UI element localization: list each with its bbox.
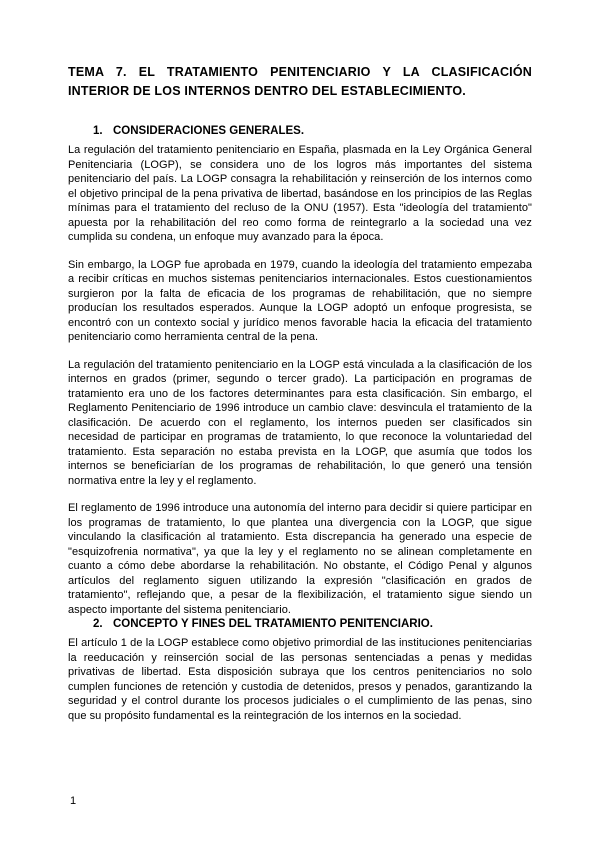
document-title: TEMA 7. EL TRATAMIENTO PENITENCIARIO Y LA CLASIFICACIÓN INTERIOR DE LOS INTERNOS DENTRO DEL ESTABLECIMIENTO. <box>68 65 532 98</box>
section-1-title: CONSIDERACIONES GENERALES. <box>113 125 305 137</box>
section-2-heading <box>68 617 532 632</box>
paragraph-articulo-1-logp: El artículo 1 de la LOGP establece como objetivo primordial de las instituciones penitenciarias la reeducación y reinserción social de las personas sentenciadas a penas y medidas privativas de libertad. Esta disposición subraya que los centros penitenciarios no solo cumplen funciones de retención y custodia de detenidos, presos y penados, garantizando la seguridad y el control durante los procesos judiciales o el cumplimiento de las penas, sino que su propósito fundamental es la reintegración de los internos en la sociedad. <box>68 637 532 722</box>
section-concepto-y-fines <box>68 617 532 723</box>
paragraph-logp-regulacion: La regulación del tratamiento penitenciario en España, plasmada en la Ley Orgánica General Penitenciaria (LOGP), se considera uno de los logros más importantes del sistema penitenciario del país. La LOGP consagra la rehabilitación y reinserción de los internos como el objetivo principal de la pena privativa de libertad, basándose en los principios de las Reglas mínimas para el tratamiento del recluso de la ONU (1957). Esta "ideología del tratamiento" apuesta por la rehabilitación del reo como forma de reintegrarlo a la sociedad una vez cumplida su condena, un enfoque muy avanzado para la época. <box>68 144 532 243</box>
section-1-heading <box>68 124 532 139</box>
document-content <box>68 63 532 723</box>
paragraph-clasificacion-grados: La regulación del tratamiento penitenciario en la LOGP está vinculada a la clasificación de los internos en grados (primer, segundo o tercer grado). La participación en programas de tratamiento era uno de los factores determinantes para esta clasificación. Sin embargo, el Reglamento Penitenciario de 1996 introduce un cambio clave: desvincula el tratamiento de la clasificación. De acuerdo con el reglamento, los internos pueden ser clasificados sin necesidad de participar en programas de tratamiento, lo que reconoce la voluntariedad del tratamiento. Esta separación no estaba prevista en la LOGP, que asumía que todos los internos se beneficiarían de los programas de rehabilitación, lo que generó una tensión normativa entre la ley y el reglamento. <box>68 358 532 487</box>
section-2-number: 2. <box>93 618 103 630</box>
paragraph-reglamento-1996-autonomia: El reglamento de 1996 introduce una autonomía del interno para decidir si quiere participar en los programas de tratamiento, lo que plantea una divergencia con la LOGP, que sigue vinculando la clasificación al tratamiento. Esta discrepancia ha generado una especie de "esquizofrenia normativa", ya que la ley y el reglamento no se alinean completamente en cuanto a cómo debe abordarse la rehabilitación. No obstante, el Código Penal y algunos artículos del reglamento siguen utilizando la expresión "clasificación en grados de tratamiento", reflejando que, a pesar de la flexibilización, el tratamiento sigue siendo un aspecto importante del sistema penitenciario. <box>68 502 532 616</box>
section-consideraciones-generales <box>68 124 532 617</box>
page-number: 1 <box>70 795 77 807</box>
paragraph-logp-1979-criticas: Sin embargo, la LOGP fue aprobada en 1979, cuando la ideología del tratamiento empezaba a recibir críticas en muchos sistemas penitenciarios internacionales. Estos cuestionamientos surgieron por la falta de eficacia de los programas de rehabilitación, que no siempre producían los resultados esperados. Aunque la LOGP adoptó un enfoque progresista, se encontró con un contexto social y jurídico menos favorable hacia la eficacia del tratamiento penitenciario como herramienta central de la pena. <box>68 258 532 343</box>
section-1-number: 1. <box>93 125 103 137</box>
section-2-title: CONCEPTO Y FINES DEL TRATAMIENTO PENITENCIARIO. <box>113 618 433 630</box>
